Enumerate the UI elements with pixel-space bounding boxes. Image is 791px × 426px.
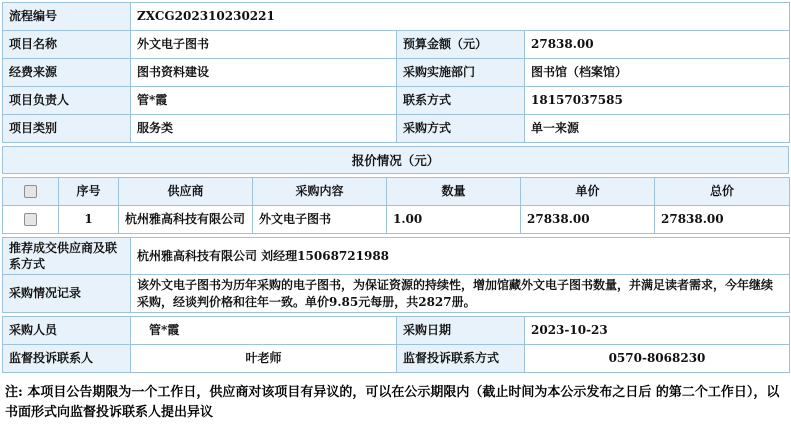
purchaser-label: 采购人员 bbox=[3, 316, 131, 344]
quote-table bbox=[2, 177, 790, 234]
complaint-contact-value: 叶老师 bbox=[131, 344, 397, 372]
contact-phone-label: 联系方式 bbox=[397, 87, 525, 115]
col-seq: 序号 bbox=[59, 178, 119, 206]
purchase-record-value: 该外文电子图书为历年采购的电子图书，为保证资源的持续性，增加馆藏外文电子图书数量，并满足读者需求，今年继续采购，经谈判价格和往年一致。单价9.85元每册，共2827册。 bbox=[131, 275, 790, 312]
project-name-label: 项目名称 bbox=[3, 31, 131, 59]
announcement-note: 注: 本项目公告期限为一个工作日，供应商对该项目有异议的，可以在公示期限内（截止时间为本公示发布之日后 的第二个工作日），以书面形式向监督投诉联系人提出异议 bbox=[5, 384, 780, 420]
table-row bbox=[3, 275, 790, 312]
process-id-value: ZXCG202310230221 bbox=[131, 3, 790, 31]
table-row bbox=[3, 115, 790, 143]
purchase-method-label: 采购方式 bbox=[397, 115, 525, 143]
project-category-value: 服务类 bbox=[131, 115, 397, 143]
project-leader-value: 管*霞 bbox=[131, 87, 397, 115]
select-all-checkbox[interactable] bbox=[24, 185, 37, 198]
funding-source-value: 图书资料建设 bbox=[131, 59, 397, 87]
purchase-date-value: 2023-10-23 bbox=[525, 316, 790, 344]
quote-data-row bbox=[3, 206, 790, 234]
purchasing-dept-label: 采购实施部门 bbox=[397, 59, 525, 87]
recommended-supplier-label: 推荐成交供应商及联系方式 bbox=[3, 238, 131, 275]
table-row bbox=[3, 59, 790, 87]
purchase-record-label: 采购情况记录 bbox=[3, 275, 131, 312]
table-row bbox=[3, 3, 790, 31]
contact-phone-value: 18157037585 bbox=[525, 87, 790, 115]
col-quantity: 数量 bbox=[387, 178, 521, 206]
complaint-contact-label: 监督投诉联系人 bbox=[3, 344, 131, 372]
row-select-cell bbox=[3, 206, 59, 234]
table-row bbox=[3, 87, 790, 115]
purchase-date-label: 采购日期 bbox=[397, 316, 525, 344]
col-content: 采购内容 bbox=[253, 178, 387, 206]
complaint-phone-value: 0570-8068230 bbox=[525, 344, 790, 372]
project-info-table bbox=[2, 2, 790, 143]
table-row bbox=[3, 238, 790, 275]
total-price-cell: 27838.00 bbox=[655, 206, 790, 234]
seq-cell: 1 bbox=[59, 206, 119, 234]
quote-section-title: 报价情况（元） bbox=[2, 146, 789, 174]
detail-info-table bbox=[2, 237, 790, 313]
purchasing-dept-value: 图书馆（档案馆） bbox=[525, 59, 790, 87]
table-row bbox=[3, 344, 790, 372]
project-category-label: 项目类别 bbox=[3, 115, 131, 143]
process-id-label: 流程编号 bbox=[3, 3, 131, 31]
budget-label: 预算金额（元） bbox=[397, 31, 525, 59]
supplier-cell: 杭州雅高科技有限公司 bbox=[119, 206, 253, 234]
purchaser-value: 管*霞 bbox=[131, 316, 397, 344]
project-name-value: 外文电子图书 bbox=[131, 31, 397, 59]
project-leader-label: 项目负责人 bbox=[3, 87, 131, 115]
col-supplier: 供应商 bbox=[119, 178, 253, 206]
select-all-cell bbox=[3, 178, 59, 206]
footer-info-table bbox=[2, 316, 790, 373]
col-total-price: 总价 bbox=[655, 178, 790, 206]
row-select-checkbox[interactable] bbox=[24, 213, 37, 226]
unit-price-cell: 27838.00 bbox=[521, 206, 655, 234]
budget-value: 27838.00 bbox=[525, 31, 790, 59]
complaint-phone-label: 监督投诉联系方式 bbox=[397, 344, 525, 372]
recommended-supplier-value: 杭州雅高科技有限公司 刘经理15068721988 bbox=[131, 238, 790, 275]
quote-header-row bbox=[3, 178, 790, 206]
table-row bbox=[3, 31, 790, 59]
content-cell: 外文电子图书 bbox=[253, 206, 387, 234]
purchase-method-value: 单一来源 bbox=[525, 115, 790, 143]
table-row bbox=[3, 316, 790, 344]
quantity-cell: 1.00 bbox=[387, 206, 521, 234]
col-unit-price: 单价 bbox=[521, 178, 655, 206]
funding-source-label: 经费来源 bbox=[3, 59, 131, 87]
